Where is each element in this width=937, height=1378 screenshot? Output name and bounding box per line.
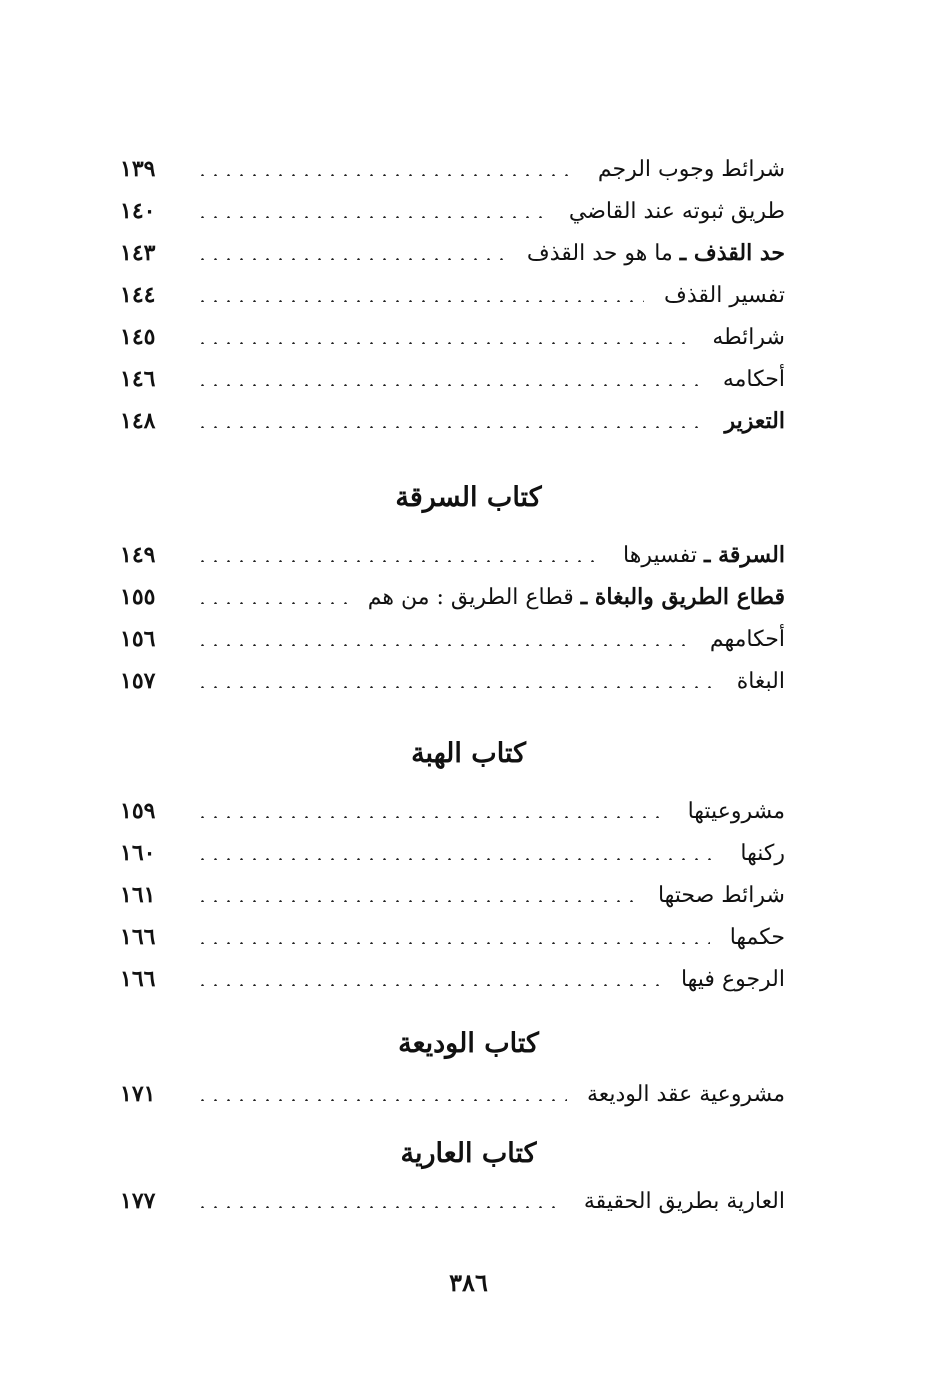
entry-label: السرقة ـ تفسيرها [623,541,785,568]
entry-label: حد القذف ـ ما هو حد القذف [526,239,785,266]
entry-page-number: ١٥٧ [120,668,156,694]
dot-leader [196,300,644,302]
entry-label: الرجوع فيها [680,966,785,992]
dot-leader [196,560,603,562]
toc-section-deposit [120,1073,785,1115]
toc-section-gift [120,790,785,1000]
entry-label: تفسير القذف [664,282,785,308]
entry-label: شرائط وجوب الرجم [597,156,785,182]
dot-leader [196,644,690,646]
entry-label: أحكامه [722,366,785,392]
entry-page-number: ١٦٦ [120,966,156,992]
toc-entry [120,874,785,916]
toc-entry [120,316,785,358]
entry-label: طريق ثبوته عند القاضي [568,198,785,224]
dot-leader [196,602,348,604]
entry-page-number: ١٤٦ [120,366,156,392]
entry-page-number: ١٦٠ [120,840,156,866]
entry-label: البغاة [736,668,785,694]
entry-label: مشروعيتها [687,798,785,824]
entry-label: مشروعية عقد الوديعة [586,1081,785,1107]
entry-label: شرائطه [712,324,785,350]
entry-label: التعزير [724,407,785,434]
toc-entry [120,534,785,576]
entry-page-number: ١٤٣ [120,240,156,266]
toc-entry [120,400,785,442]
dot-leader [196,1099,567,1101]
entry-page-number: ١٧٧ [120,1188,156,1214]
entry-page-number: ١٤٥ [120,324,156,350]
dot-leader [196,900,638,902]
section-title: كتاب الوديعة [398,1028,539,1059]
entry-page-number: ١٤٨ [120,408,156,434]
section-title: كتاب السرقة [395,482,542,513]
entry-page-number: ١٦٦ [120,924,156,950]
toc-entry [120,232,785,274]
dot-leader [196,686,717,688]
entry-page-number: ١٥٥ [120,584,156,610]
section-title: كتاب العارية [400,1138,537,1169]
toc-entry [120,916,785,958]
dot-leader [196,216,549,218]
toc-entry [120,618,785,660]
toc-entry [120,576,785,618]
toc-entry [120,274,785,316]
entry-label: أحكامهم [709,626,785,652]
dot-leader [196,858,720,860]
entry-page-number: ١٤٩ [120,542,156,568]
entry-page-number: ١٥٩ [120,798,156,824]
toc-section-continuation [120,148,785,442]
dot-leader [196,984,661,986]
dot-leader [196,258,507,260]
page-number: ٣٨٦ [449,1268,488,1297]
entry-label: ركنها [740,840,785,866]
toc-entry [120,358,785,400]
toc-entry [120,148,785,190]
dot-leader [196,942,710,944]
entry-page-number: ١٥٦ [120,626,156,652]
toc-entry [120,832,785,874]
toc-entry [120,1073,785,1115]
toc-entry [120,790,785,832]
dot-leader [196,816,668,818]
entry-page-number: ١٣٩ [120,156,156,182]
toc-section-loan [120,1180,785,1222]
dot-leader [196,342,692,344]
toc-entry [120,958,785,1000]
toc-entry [120,660,785,702]
dot-leader [196,174,578,176]
section-title: كتاب الهبة [411,738,526,769]
toc-entry [120,190,785,232]
toc-entry [120,1180,785,1222]
dot-leader [196,426,705,428]
entry-page-number: ١٤٤ [120,282,156,308]
entry-page-number: ١٦١ [120,882,156,908]
entry-label: العارية بطريق الحقيقة [583,1188,785,1214]
entry-label: حكمها [729,924,785,950]
entry-page-number: ١٧١ [120,1081,156,1107]
toc-section-theft [120,534,785,702]
entry-page-number: ١٤٠ [120,198,156,224]
entry-label: شرائط صحتها [657,882,785,908]
dot-leader [196,1206,564,1208]
dot-leader [196,384,703,386]
entry-label: قطاع الطريق والبغاة ـ قطاع الطريق : من هم [367,583,785,610]
